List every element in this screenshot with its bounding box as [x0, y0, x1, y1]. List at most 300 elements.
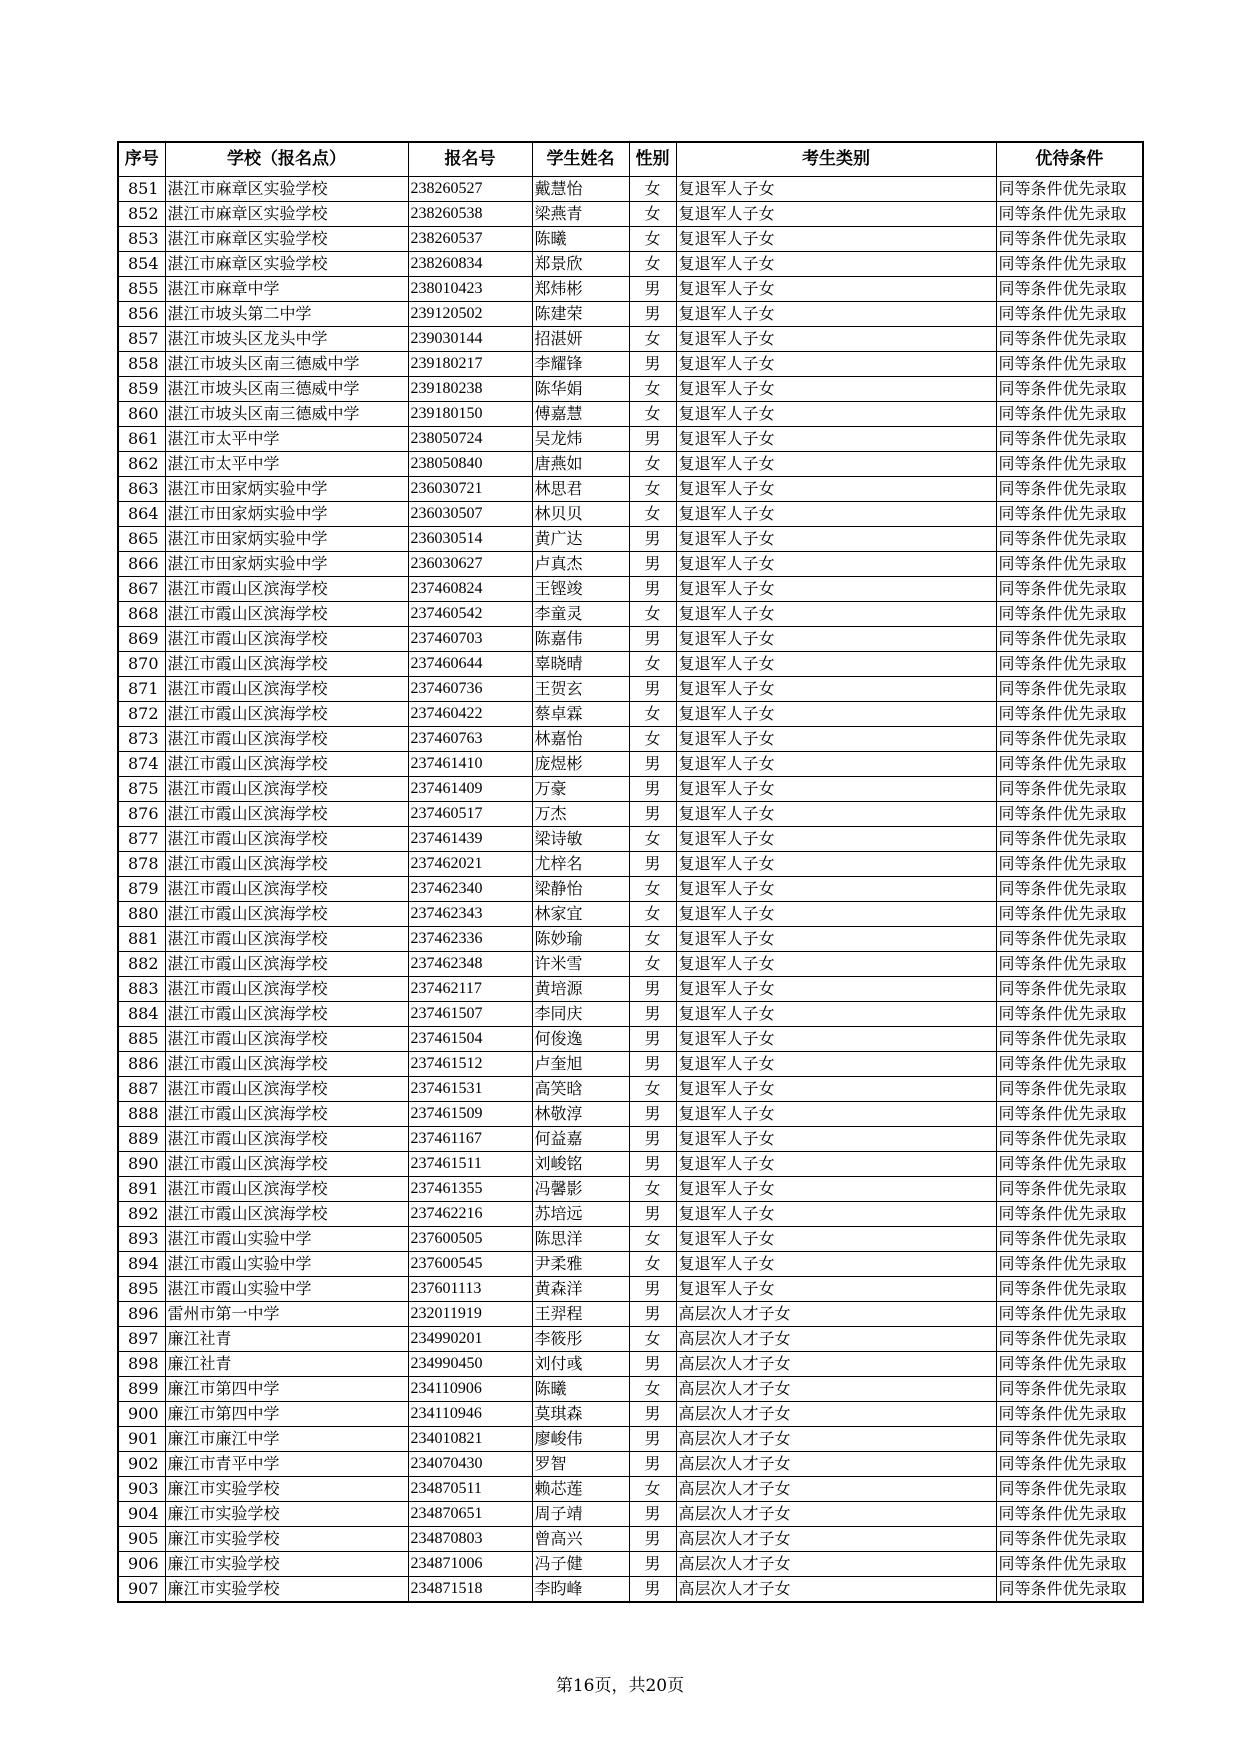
cell-category: 复退军人子女: [676, 251, 996, 276]
cell-preference: 同等条件优先录取: [996, 576, 1143, 601]
cell-gender: 女: [629, 226, 676, 251]
cell-index: 853: [118, 226, 165, 251]
table-row: [118, 601, 1143, 626]
cell-category: 复退军人子女: [676, 276, 996, 301]
col-header-index: 序号: [118, 142, 165, 176]
table-row: [118, 201, 1143, 226]
cell-gender: 男: [629, 1051, 676, 1076]
table-row: [118, 526, 1143, 551]
cell-index: 907: [118, 1576, 165, 1602]
cell-gender: 女: [629, 1176, 676, 1201]
cell-gender: 女: [629, 726, 676, 751]
table-row: [118, 301, 1143, 326]
cell-category: 复退军人子女: [676, 1251, 996, 1276]
cell-category: 高层次人才子女: [676, 1576, 996, 1602]
cell-preference: 同等条件优先录取: [996, 426, 1143, 451]
cell-school: 湛江市霞山区滨海学校: [165, 1001, 408, 1026]
table-row: [118, 1226, 1143, 1251]
cell-gender: 男: [629, 351, 676, 376]
cell-category: 复退军人子女: [676, 1201, 996, 1226]
cell-school: 湛江市霞山区滨海学校: [165, 1151, 408, 1176]
cell-gender: 女: [629, 651, 676, 676]
cell-gender: 女: [629, 326, 676, 351]
cell-gender: 男: [629, 1426, 676, 1451]
cell-student-name: 陈思洋: [532, 1226, 629, 1251]
cell-reg-no: 237460517: [408, 801, 532, 826]
cell-gender: 男: [629, 1276, 676, 1301]
cell-gender: 男: [629, 1551, 676, 1576]
cell-school: 湛江市霞山实验中学: [165, 1226, 408, 1251]
cell-gender: 男: [629, 976, 676, 1001]
cell-index: 857: [118, 326, 165, 351]
cell-student-name: 尤梓名: [532, 851, 629, 876]
cell-preference: 同等条件优先录取: [996, 601, 1143, 626]
cell-gender: 男: [629, 801, 676, 826]
cell-student-name: 黄广达: [532, 526, 629, 551]
cell-preference: 同等条件优先录取: [996, 1476, 1143, 1501]
cell-preference: 同等条件优先录取: [996, 251, 1143, 276]
cell-school: 湛江市霞山区滨海学校: [165, 1201, 408, 1226]
cell-category: 复退军人子女: [676, 576, 996, 601]
cell-gender: 男: [629, 1201, 676, 1226]
cell-student-name: 冯子健: [532, 1551, 629, 1576]
cell-category: 复退军人子女: [676, 826, 996, 851]
cell-index: 891: [118, 1176, 165, 1201]
cell-reg-no: 238010423: [408, 276, 532, 301]
cell-student-name: 李昀峰: [532, 1576, 629, 1602]
cell-preference: 同等条件优先录取: [996, 326, 1143, 351]
cell-index: 893: [118, 1226, 165, 1251]
col-header-gender: 性别: [629, 142, 676, 176]
cell-reg-no: 234110906: [408, 1376, 532, 1401]
cell-school: 湛江市霞山实验中学: [165, 1276, 408, 1301]
cell-preference: 同等条件优先录取: [996, 726, 1143, 751]
cell-index: 872: [118, 701, 165, 726]
table-row: [118, 651, 1143, 676]
cell-reg-no: 237601113: [408, 1276, 532, 1301]
table-row: [118, 901, 1143, 926]
cell-index: 878: [118, 851, 165, 876]
cell-category: 复退军人子女: [676, 676, 996, 701]
cell-school: 湛江市田家炳实验中学: [165, 551, 408, 576]
cell-reg-no: 234870511: [408, 1476, 532, 1501]
cell-gender: 男: [629, 301, 676, 326]
cell-preference: 同等条件优先录取: [996, 476, 1143, 501]
cell-index: 892: [118, 1201, 165, 1226]
cell-student-name: 刘付彧: [532, 1351, 629, 1376]
cell-school: 湛江市霞山区滨海学校: [165, 901, 408, 926]
cell-student-name: 陈建荣: [532, 301, 629, 326]
cell-category: 复退军人子女: [676, 301, 996, 326]
cell-preference: 同等条件优先录取: [996, 526, 1143, 551]
cell-student-name: 高笑晗: [532, 1076, 629, 1101]
cell-category: 复退军人子女: [676, 526, 996, 551]
cell-school: 湛江市霞山区滨海学校: [165, 1051, 408, 1076]
cell-reg-no: 234871006: [408, 1551, 532, 1576]
cell-gender: 女: [629, 451, 676, 476]
cell-reg-no: 239180217: [408, 351, 532, 376]
col-header-reg-no: 报名号: [408, 142, 532, 176]
cell-school: 湛江市霞山区滨海学校: [165, 701, 408, 726]
cell-gender: 女: [629, 501, 676, 526]
table-row: [118, 1501, 1143, 1526]
cell-school: 廉江市实验学校: [165, 1526, 408, 1551]
cell-reg-no: 238050840: [408, 451, 532, 476]
cell-index: 903: [118, 1476, 165, 1501]
cell-student-name: 许米雪: [532, 951, 629, 976]
cell-school: 湛江市霞山区滨海学校: [165, 776, 408, 801]
cell-preference: 同等条件优先录取: [996, 1301, 1143, 1326]
table-row: [118, 801, 1143, 826]
cell-category: 高层次人才子女: [676, 1401, 996, 1426]
cell-category: 高层次人才子女: [676, 1351, 996, 1376]
cell-reg-no: 237460763: [408, 726, 532, 751]
cell-index: 874: [118, 751, 165, 776]
cell-reg-no: 237461531: [408, 1076, 532, 1101]
cell-category: 复退军人子女: [676, 1226, 996, 1251]
cell-reg-no: 237461504: [408, 1026, 532, 1051]
table-row: [118, 551, 1143, 576]
cell-student-name: 郑景欣: [532, 251, 629, 276]
cell-index: 905: [118, 1526, 165, 1551]
cell-gender: 男: [629, 626, 676, 651]
cell-index: 865: [118, 526, 165, 551]
cell-category: 高层次人才子女: [676, 1451, 996, 1476]
cell-preference: 同等条件优先录取: [996, 1426, 1143, 1451]
cell-preference: 同等条件优先录取: [996, 176, 1143, 201]
cell-preference: 同等条件优先录取: [996, 1226, 1143, 1251]
table-header-row: [118, 142, 1143, 176]
table-row: [118, 1351, 1143, 1376]
table-row: [118, 1201, 1143, 1226]
cell-gender: 女: [629, 1226, 676, 1251]
cell-school: 湛江市田家炳实验中学: [165, 526, 408, 551]
table-row: [118, 1176, 1143, 1201]
cell-preference: 同等条件优先录取: [996, 901, 1143, 926]
table-row: [118, 626, 1143, 651]
cell-preference: 同等条件优先录取: [996, 351, 1143, 376]
cell-preference: 同等条件优先录取: [996, 451, 1143, 476]
cell-category: 复退军人子女: [676, 701, 996, 726]
page-number: 第16页，共20页: [555, 1676, 685, 1696]
cell-gender: 男: [629, 751, 676, 776]
cell-preference: 同等条件优先录取: [996, 751, 1143, 776]
table-row: [118, 1576, 1143, 1602]
cell-school: 湛江市太平中学: [165, 451, 408, 476]
cell-index: 871: [118, 676, 165, 701]
table-row: [118, 1426, 1143, 1451]
cell-reg-no: 238260527: [408, 176, 532, 201]
cell-gender: 女: [629, 476, 676, 501]
cell-gender: 男: [629, 426, 676, 451]
cell-reg-no: 234870651: [408, 1501, 532, 1526]
cell-index: 886: [118, 1051, 165, 1076]
cell-index: 854: [118, 251, 165, 276]
cell-index: 875: [118, 776, 165, 801]
cell-student-name: 廖峻伟: [532, 1426, 629, 1451]
table-row: [118, 501, 1143, 526]
cell-school: 湛江市坡头区龙头中学: [165, 326, 408, 351]
cell-gender: 男: [629, 1576, 676, 1602]
cell-index: 861: [118, 426, 165, 451]
cell-gender: 男: [629, 576, 676, 601]
cell-school: 湛江市霞山区滨海学校: [165, 626, 408, 651]
cell-school: 廉江市实验学校: [165, 1576, 408, 1602]
table-row: [118, 251, 1143, 276]
cell-gender: 男: [629, 1526, 676, 1551]
cell-school: 湛江市霞山区滨海学校: [165, 801, 408, 826]
cell-gender: 女: [629, 901, 676, 926]
cell-index: 855: [118, 276, 165, 301]
cell-student-name: 何俊逸: [532, 1026, 629, 1051]
cell-category: 复退军人子女: [676, 1001, 996, 1026]
cell-preference: 同等条件优先录取: [996, 976, 1143, 1001]
cell-student-name: 招湛妍: [532, 326, 629, 351]
cell-school: 湛江市霞山区滨海学校: [165, 1126, 408, 1151]
cell-preference: 同等条件优先录取: [996, 801, 1143, 826]
cell-index: 898: [118, 1351, 165, 1376]
cell-category: 高层次人才子女: [676, 1526, 996, 1551]
cell-school: 廉江市第四中学: [165, 1401, 408, 1426]
cell-index: 851: [118, 176, 165, 201]
cell-preference: 同等条件优先录取: [996, 1251, 1143, 1276]
cell-index: 885: [118, 1026, 165, 1051]
cell-index: 869: [118, 626, 165, 651]
cell-reg-no: 237461511: [408, 1151, 532, 1176]
cell-student-name: 黄森洋: [532, 1276, 629, 1301]
cell-student-name: 蔡卓霖: [532, 701, 629, 726]
cell-student-name: 卢真杰: [532, 551, 629, 576]
cell-index: 877: [118, 826, 165, 851]
cell-gender: 男: [629, 1301, 676, 1326]
table-row: [118, 701, 1143, 726]
cell-student-name: 林敬淳: [532, 1101, 629, 1126]
table-row: [118, 376, 1143, 401]
cell-reg-no: 237462340: [408, 876, 532, 901]
cell-preference: 同等条件优先录取: [996, 701, 1143, 726]
cell-reg-no: 239180150: [408, 401, 532, 426]
cell-reg-no: 234990450: [408, 1351, 532, 1376]
cell-category: 复退军人子女: [676, 851, 996, 876]
cell-reg-no: 236030514: [408, 526, 532, 551]
table-row: [118, 1326, 1143, 1351]
cell-index: 876: [118, 801, 165, 826]
cell-index: 890: [118, 1151, 165, 1176]
cell-reg-no: 239120502: [408, 301, 532, 326]
cell-school: 湛江市霞山区滨海学校: [165, 726, 408, 751]
cell-school: 湛江市霞山区滨海学校: [165, 601, 408, 626]
cell-gender: 女: [629, 1076, 676, 1101]
cell-reg-no: 239180238: [408, 376, 532, 401]
cell-category: 复退军人子女: [676, 626, 996, 651]
table-row: [118, 976, 1143, 1001]
cell-reg-no: 237460542: [408, 601, 532, 626]
cell-student-name: 吴龙炜: [532, 426, 629, 451]
cell-index: 873: [118, 726, 165, 751]
table-row: [118, 226, 1143, 251]
cell-preference: 同等条件优先录取: [996, 851, 1143, 876]
table-row: [118, 326, 1143, 351]
cell-category: 复退军人子女: [676, 426, 996, 451]
cell-student-name: 冯馨影: [532, 1176, 629, 1201]
cell-reg-no: 237600505: [408, 1226, 532, 1251]
cell-category: 复退军人子女: [676, 1151, 996, 1176]
cell-preference: 同等条件优先录取: [996, 1126, 1143, 1151]
cell-category: 复退军人子女: [676, 1026, 996, 1051]
cell-gender: 女: [629, 376, 676, 401]
cell-index: 868: [118, 601, 165, 626]
cell-school: 湛江市霞山区滨海学校: [165, 1076, 408, 1101]
table-row: [118, 1551, 1143, 1576]
cell-category: 高层次人才子女: [676, 1476, 996, 1501]
cell-school: 湛江市霞山实验中学: [165, 1251, 408, 1276]
cell-index: 866: [118, 551, 165, 576]
cell-index: 902: [118, 1451, 165, 1476]
cell-index: 859: [118, 376, 165, 401]
table-row: [118, 1076, 1143, 1101]
cell-student-name: 陈曦: [532, 226, 629, 251]
cell-index: 884: [118, 1001, 165, 1026]
cell-reg-no: 237461512: [408, 1051, 532, 1076]
cell-gender: 男: [629, 851, 676, 876]
cell-reg-no: 237462348: [408, 951, 532, 976]
col-header-student-name: 学生姓名: [532, 142, 629, 176]
cell-student-name: 卢奎旭: [532, 1051, 629, 1076]
cell-gender: 男: [629, 676, 676, 701]
cell-student-name: 李童灵: [532, 601, 629, 626]
cell-student-name: 赖芯莲: [532, 1476, 629, 1501]
cell-school: 廉江市实验学校: [165, 1476, 408, 1501]
cell-gender: 男: [629, 776, 676, 801]
cell-preference: 同等条件优先录取: [996, 376, 1143, 401]
cell-gender: 女: [629, 601, 676, 626]
cell-category: 复退军人子女: [676, 501, 996, 526]
cell-school: 湛江市霞山区滨海学校: [165, 951, 408, 976]
cell-school: 湛江市太平中学: [165, 426, 408, 451]
cell-category: 复退军人子女: [676, 1051, 996, 1076]
cell-index: 900: [118, 1401, 165, 1426]
table-row: [118, 1376, 1143, 1401]
cell-category: 复退军人子女: [676, 201, 996, 226]
cell-gender: 男: [629, 1151, 676, 1176]
cell-index: 880: [118, 901, 165, 926]
cell-reg-no: 234871518: [408, 1576, 532, 1602]
cell-reg-no: 237460703: [408, 626, 532, 651]
cell-student-name: 李筱彤: [532, 1326, 629, 1351]
cell-student-name: 周子靖: [532, 1501, 629, 1526]
col-header-preference: 优待条件: [996, 142, 1143, 176]
cell-gender: 女: [629, 1476, 676, 1501]
cell-reg-no: 236030721: [408, 476, 532, 501]
cell-gender: 男: [629, 1101, 676, 1126]
cell-preference: 同等条件优先录取: [996, 1351, 1143, 1376]
cell-student-name: 林思君: [532, 476, 629, 501]
cell-category: 复退军人子女: [676, 901, 996, 926]
cell-preference: 同等条件优先录取: [996, 626, 1143, 651]
cell-school: 湛江市霞山区滨海学校: [165, 851, 408, 876]
cell-reg-no: 234070430: [408, 1451, 532, 1476]
cell-gender: 男: [629, 1026, 676, 1051]
cell-reg-no: 237460422: [408, 701, 532, 726]
table-row: [118, 726, 1143, 751]
cell-reg-no: 237462216: [408, 1201, 532, 1226]
cell-index: 881: [118, 926, 165, 951]
cell-student-name: 梁燕青: [532, 201, 629, 226]
cell-gender: 女: [629, 951, 676, 976]
cell-school: 湛江市麻章区实验学校: [165, 176, 408, 201]
cell-category: 高层次人才子女: [676, 1426, 996, 1451]
cell-reg-no: 238260537: [408, 226, 532, 251]
cell-reg-no: 237600545: [408, 1251, 532, 1276]
cell-category: 复退军人子女: [676, 976, 996, 1001]
cell-index: 856: [118, 301, 165, 326]
cell-gender: 男: [629, 551, 676, 576]
cell-reg-no: 238050724: [408, 426, 532, 451]
cell-index: 894: [118, 1251, 165, 1276]
cell-school: 湛江市霞山区滨海学校: [165, 826, 408, 851]
table-row: [118, 451, 1143, 476]
cell-gender: 男: [629, 276, 676, 301]
cell-preference: 同等条件优先录取: [996, 1401, 1143, 1426]
cell-student-name: 罗智: [532, 1451, 629, 1476]
cell-student-name: 林嘉怡: [532, 726, 629, 751]
cell-index: 879: [118, 876, 165, 901]
cell-category: 复退军人子女: [676, 601, 996, 626]
cell-preference: 同等条件优先录取: [996, 201, 1143, 226]
cell-gender: 男: [629, 1126, 676, 1151]
cell-student-name: 傅嘉慧: [532, 401, 629, 426]
table-row: [118, 851, 1143, 876]
cell-reg-no: 237462117: [408, 976, 532, 1001]
cell-student-name: 唐燕如: [532, 451, 629, 476]
cell-category: 复退军人子女: [676, 726, 996, 751]
cell-student-name: 莫琪森: [532, 1401, 629, 1426]
cell-student-name: 王铿竣: [532, 576, 629, 601]
cell-school: 湛江市霞山区滨海学校: [165, 676, 408, 701]
cell-student-name: 梁诗敏: [532, 826, 629, 851]
cell-student-name: 陈曦: [532, 1376, 629, 1401]
cell-school: 湛江市霞山区滨海学校: [165, 1101, 408, 1126]
table-row: [118, 576, 1143, 601]
cell-category: 复退军人子女: [676, 551, 996, 576]
table-row: [118, 876, 1143, 901]
cell-school: 湛江市霞山区滨海学校: [165, 1026, 408, 1051]
cell-student-name: 尹柔雅: [532, 1251, 629, 1276]
table-row: [118, 1301, 1143, 1326]
cell-school: 廉江市青平中学: [165, 1451, 408, 1476]
cell-preference: 同等条件优先录取: [996, 551, 1143, 576]
table-row: [118, 776, 1143, 801]
cell-category: 高层次人才子女: [676, 1551, 996, 1576]
cell-reg-no: 237460736: [408, 676, 532, 701]
cell-preference: 同等条件优先录取: [996, 1451, 1143, 1476]
cell-category: 复退军人子女: [676, 951, 996, 976]
cell-index: 896: [118, 1301, 165, 1326]
cell-index: 858: [118, 351, 165, 376]
cell-school: 湛江市坡头区南三德威中学: [165, 351, 408, 376]
cell-category: 复退军人子女: [676, 326, 996, 351]
cell-student-name: 陈华娟: [532, 376, 629, 401]
cell-preference: 同等条件优先录取: [996, 1526, 1143, 1551]
table-row: [118, 401, 1143, 426]
cell-reg-no: 232011919: [408, 1301, 532, 1326]
col-header-category: 考生类别: [676, 142, 996, 176]
cell-preference: 同等条件优先录取: [996, 1076, 1143, 1101]
cell-reg-no: 236030627: [408, 551, 532, 576]
cell-school: 湛江市霞山区滨海学校: [165, 926, 408, 951]
cell-category: 复退军人子女: [676, 751, 996, 776]
cell-preference: 同等条件优先录取: [996, 651, 1143, 676]
